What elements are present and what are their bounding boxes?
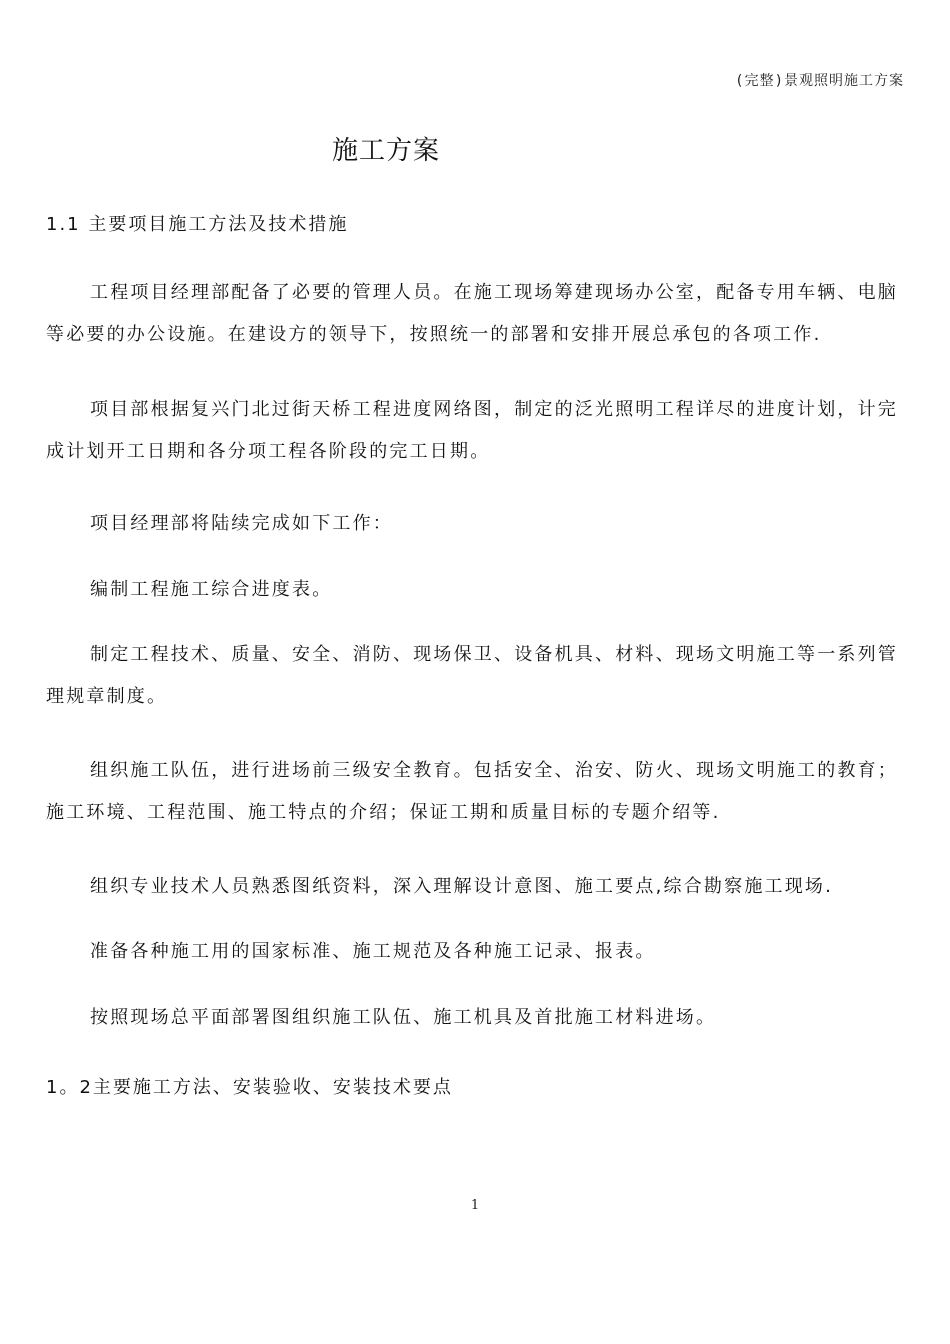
paragraph: 制定工程技术、质量、安全、消防、现场保卫、设备机具、材料、现场文明施工等一系列管理规章制度。 xyxy=(46,644,898,707)
paragraph: 工程项目经理部配备了必要的管理人员。在施工现场筹建现场办公室，配备专用车辆、电脑等必要的办公设施。在建设方的领导下，按照统一的部署和安排开展总承包的各项工作. xyxy=(46,282,898,345)
document-title: 施工方案 xyxy=(332,136,441,166)
section-heading-1-2: 1。2主要施工方法、安装验收、安装技术要点 xyxy=(46,1077,453,1098)
paragraph: 准备各种施工用的国家标准、施工规范及各种施工记录、报表。 xyxy=(90,941,656,962)
paragraph: 组织专业技术人员熟悉图纸资料，深入理解设计意图、施工要点,综合勘察施工现场. xyxy=(90,876,834,897)
paragraph: 项目经理部将陆续完成如下工作： xyxy=(90,513,393,534)
page-number: 1 xyxy=(470,1198,480,1213)
paragraph: 组织施工队伍，进行进场前三级安全教育。包括安全、治安、防火、现场文明施工的教育；施工环境、工程范围、施工特点的介绍；保证工期和质量目标的专题介绍等. xyxy=(46,760,898,823)
running-header: (完整)景观照明施工方案 xyxy=(735,73,904,89)
section-heading-1-1: 1.1 主要项目施工方法及技术措施 xyxy=(46,214,349,235)
paragraph: 项目部根据复兴门北过街天桥工程进度网络图，制定的泛光照明工程详尽的进度计划，计完成计划开工日期和各分项工程各阶段的完工日期。 xyxy=(46,399,898,462)
paragraph: 按照现场总平面部署图组织施工队伍、施工机具及首批施工材料进场。 xyxy=(90,1007,717,1028)
paragraph: 编制工程施工综合进度表。 xyxy=(90,579,333,600)
